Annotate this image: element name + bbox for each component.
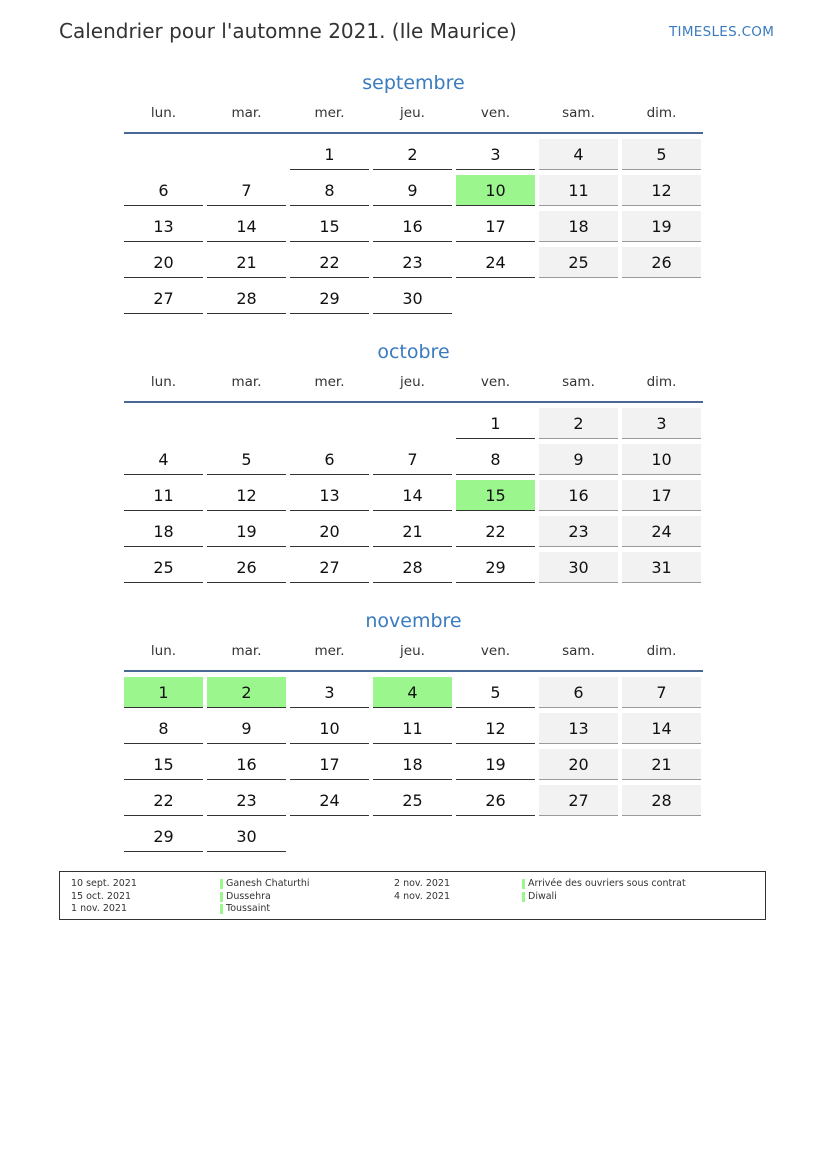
empty-day-cell [290,821,369,852]
day-cell: 16 [207,749,286,780]
week-row [124,175,703,211]
day-cell: 13 [539,713,618,744]
day-cell: 14 [622,713,701,744]
legend-left-dates [71,878,137,916]
day-cell: 11 [539,175,618,206]
weekday-label: dim. [646,374,677,390]
day-cell: 14 [207,211,286,242]
day-cell: 8 [456,444,535,475]
day-cell: 29 [456,552,535,583]
day-cell: 21 [207,247,286,278]
day-cell: 10 [622,444,701,475]
day-cell: 4 [373,677,452,708]
day-cell: 6 [290,444,369,475]
weekday-label: ven. [480,643,511,659]
day-cell: 22 [456,516,535,547]
legend-date: 2 nov. 2021 [394,878,450,889]
day-cell: 11 [124,480,203,511]
weekday-label: sam. [562,643,595,659]
day-cell: 18 [124,516,203,547]
day-cell: 29 [124,821,203,852]
empty-day-cell [124,139,203,170]
day-cell: 9 [373,175,452,206]
weekday-label: ven. [480,105,511,121]
weekday-label: dim. [646,105,677,121]
header-divider [124,401,703,403]
day-cell: 30 [373,283,452,314]
day-cell: 10 [290,713,369,744]
legend-left-names [220,878,310,916]
holiday-legend [59,871,766,920]
weekday-header [124,103,703,132]
day-cell: 12 [456,713,535,744]
day-cell: 7 [207,175,286,206]
empty-day-cell [207,139,286,170]
weekday-label: lun. [150,105,177,121]
day-cell: 25 [124,552,203,583]
month-septembre [124,70,703,319]
day-cell: 15 [124,749,203,780]
day-cell: 3 [456,139,535,170]
weekday-label: mer. [314,105,345,121]
week-row [124,516,703,552]
day-cell: 2 [539,408,618,439]
legend-date: 15 oct. 2021 [71,890,132,902]
day-cell: 1 [290,139,369,170]
day-cell: 26 [207,552,286,583]
weekday-label: sam. [562,374,595,390]
day-cell: 7 [373,444,452,475]
day-cell: 30 [539,552,618,583]
weekday-label: mer. [314,374,345,390]
day-cell: 7 [622,677,701,708]
weekday-label: ven. [480,374,511,390]
week-row [124,247,703,283]
week-row [124,785,703,821]
day-cell: 15 [456,480,535,511]
week-row [124,444,703,480]
day-cell: 13 [290,480,369,511]
month-novembre [124,608,703,857]
empty-day-cell [373,821,452,852]
weekday-label: jeu. [400,374,425,390]
weekday-label: mar. [231,374,262,390]
day-cell: 22 [290,247,369,278]
month-name: novembre [365,610,462,632]
day-cell: 10 [456,175,535,206]
day-cell: 19 [456,749,535,780]
day-cell: 17 [622,480,701,511]
day-cell: 3 [622,408,701,439]
day-cell: 3 [290,677,369,708]
day-cell: 27 [539,785,618,816]
day-cell: 24 [456,247,535,278]
weekday-label: lun. [150,643,177,659]
day-cell: 23 [207,785,286,816]
legend-holiday-name: Ganesh Chaturthi [220,878,310,891]
day-cell: 5 [456,677,535,708]
page-title: Calendrier pour l'automne 2021. (Ile Maurice) [59,19,517,43]
header-divider [124,670,703,672]
empty-day-cell [539,283,618,314]
day-cell: 28 [622,785,701,816]
day-cell: 23 [373,247,452,278]
week-row [124,677,703,713]
day-cell: 19 [622,211,701,242]
week-row [124,821,703,857]
day-cell: 29 [290,283,369,314]
legend-holiday-name: Diwali [522,891,686,904]
weekday-label: mer. [314,643,345,659]
weekday-label: mar. [231,105,262,121]
day-cell: 25 [373,785,452,816]
brand-link[interactable]: TIMESLES.COM [669,24,775,40]
day-cell: 5 [622,139,701,170]
legend-date: 10 sept. 2021 [71,878,137,889]
week-row [124,480,703,516]
day-cell: 18 [373,749,452,780]
day-cell: 6 [539,677,618,708]
day-cell: 21 [622,749,701,780]
week-row [124,749,703,785]
week-row [124,713,703,749]
week-row [124,139,703,175]
week-row [124,552,703,588]
day-cell: 4 [124,444,203,475]
empty-day-cell [456,283,535,314]
day-cell: 18 [539,211,618,242]
day-cell: 16 [373,211,452,242]
weekday-label: jeu. [400,643,425,659]
legend-holiday-name: Dussehra [220,891,310,904]
day-cell: 24 [290,785,369,816]
week-row [124,408,703,444]
month-name: octobre [377,341,450,363]
day-cell: 22 [124,785,203,816]
day-cell: 24 [622,516,701,547]
day-cell: 12 [622,175,701,206]
day-cell: 27 [124,283,203,314]
day-cell: 11 [373,713,452,744]
weekday-label: sam. [562,105,595,121]
weekday-label: mar. [231,643,262,659]
day-cell: 8 [124,713,203,744]
week-row [124,283,703,319]
empty-day-cell [290,408,369,439]
day-cell: 27 [290,552,369,583]
month-octobre [124,339,703,588]
day-cell: 8 [290,175,369,206]
day-cell: 30 [207,821,286,852]
day-cell: 2 [207,677,286,708]
day-cell: 17 [456,211,535,242]
weekday-label: jeu. [400,105,425,121]
day-cell: 20 [124,247,203,278]
day-cell: 12 [207,480,286,511]
legend-holiday-name: Toussaint [220,903,310,916]
month-name: septembre [362,72,465,94]
day-cell: 1 [124,677,203,708]
empty-day-cell [456,821,535,852]
day-cell: 20 [539,749,618,780]
day-cell: 28 [373,552,452,583]
day-cell: 17 [290,749,369,780]
empty-day-cell [373,408,452,439]
day-cell: 14 [373,480,452,511]
legend-date: 4 nov. 2021 [394,890,450,902]
header-divider [124,132,703,134]
day-cell: 9 [539,444,618,475]
day-cell: 21 [373,516,452,547]
empty-day-cell [622,283,701,314]
legend-date: 1 nov. 2021 [71,903,127,914]
empty-day-cell [124,408,203,439]
day-cell: 16 [539,480,618,511]
day-cell: 23 [539,516,618,547]
empty-day-cell [207,408,286,439]
day-cell: 1 [456,408,535,439]
day-cell: 31 [622,552,701,583]
day-cell: 15 [290,211,369,242]
day-cell: 26 [622,247,701,278]
day-cell: 28 [207,283,286,314]
day-cell: 6 [124,175,203,206]
day-cell: 25 [539,247,618,278]
day-cell: 20 [290,516,369,547]
empty-day-cell [539,821,618,852]
weekday-label: dim. [646,643,677,659]
day-cell: 4 [539,139,618,170]
legend-right-names [522,878,686,903]
weekday-label: lun. [150,374,177,390]
day-cell: 19 [207,516,286,547]
legend-right-dates [394,878,450,903]
day-cell: 5 [207,444,286,475]
weekday-header [124,641,703,670]
week-row [124,211,703,247]
day-cell: 26 [456,785,535,816]
weekday-header [124,372,703,401]
legend-holiday-name: Arrivée des ouvriers sous contrat [522,878,686,891]
empty-day-cell [622,821,701,852]
day-cell: 13 [124,211,203,242]
day-cell: 9 [207,713,286,744]
day-cell: 2 [373,139,452,170]
